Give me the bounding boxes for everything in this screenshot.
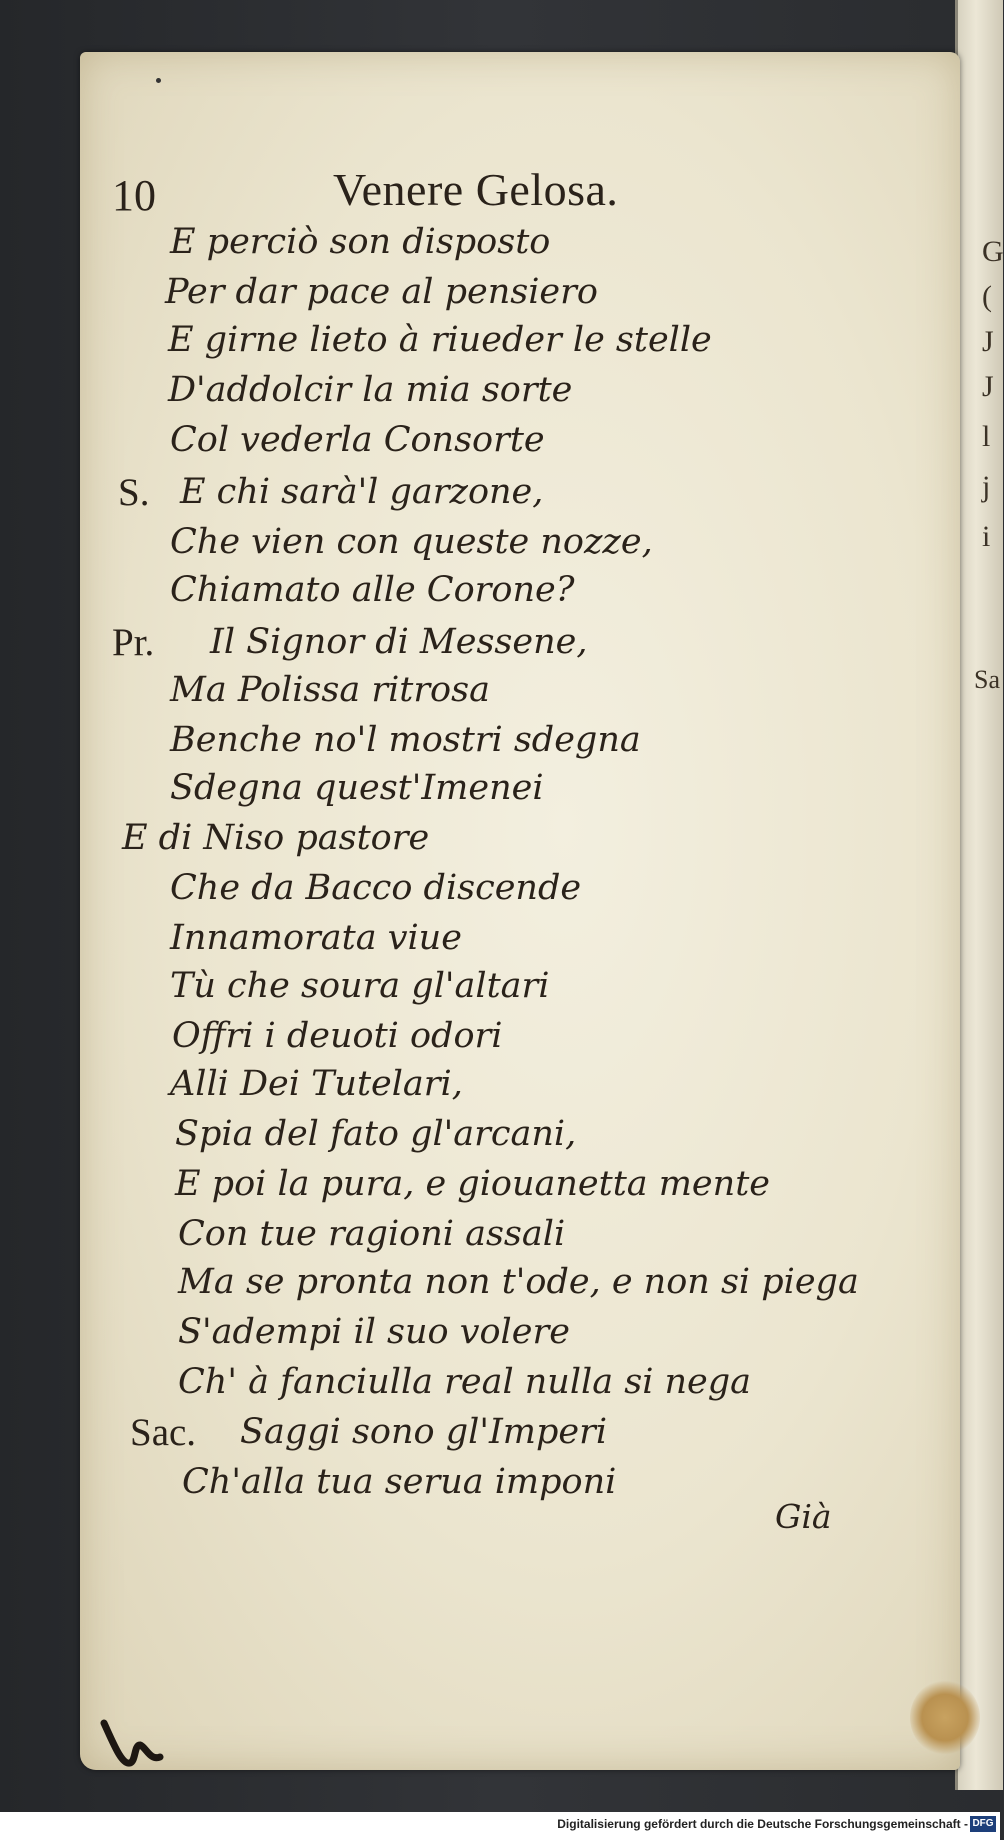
verse-line: Che vien con queste nozze, — [170, 522, 653, 562]
corner-ink-mark — [100, 1715, 170, 1775]
ink-dot — [156, 78, 161, 83]
facing-page-edge — [955, 0, 1003, 1790]
verse-line: Col vederla Consorte — [170, 420, 545, 460]
verse-line: Il Signor di Messene, — [210, 622, 588, 662]
speaker-label: S. — [118, 471, 150, 514]
facing-glyph: j — [982, 470, 991, 503]
verse-line: Ch' à fanciulla real nulla si nega — [178, 1362, 752, 1402]
running-title: Venere Gelosa. — [333, 164, 619, 215]
verse-line: Spia del fato gl'arcani, — [175, 1114, 577, 1154]
verse-line: Chiamato alle Corone? — [170, 570, 575, 610]
verse-line: Benche no'l mostri sdegna — [170, 720, 641, 760]
facing-glyph: J — [982, 325, 994, 358]
verse-line: E chi sarà'l garzone, — [180, 472, 544, 512]
verse-line: Con tue ragioni assali — [178, 1214, 566, 1254]
facing-glyph: J — [982, 370, 994, 403]
verse-line: Ma se pronta non t'ode, e non si piega — [178, 1262, 859, 1302]
verse-line: Offri i deuoti odori — [172, 1016, 503, 1056]
verse-line: E di Niso pastore — [122, 818, 430, 858]
dfg-logo: DFG — [970, 1816, 996, 1832]
verse-line: Saggi sono gl'Imperi — [240, 1412, 608, 1452]
verse-line: Sdegna quest'Imenei — [170, 768, 544, 808]
facing-glyph: G — [982, 235, 1004, 268]
speaker-label: Sac. — [130, 1411, 197, 1454]
digitization-footer — [0, 1812, 1000, 1840]
verse-line: S'adempi il suo volere — [178, 1312, 570, 1352]
verse-line: Innamorata viue — [170, 918, 462, 958]
verse-line: E perciò son disposto — [170, 222, 551, 262]
foxing-stain — [910, 1680, 980, 1755]
verse-line: Alli Dei Tutelari, — [170, 1064, 463, 1104]
verse-line: E girne lieto à riueder le stelle — [168, 320, 712, 360]
verse-line: E poi la pura, e giouanetta mente — [175, 1164, 770, 1204]
verse-line: Tù che soura gl'altari — [170, 966, 550, 1006]
facing-glyph: i — [982, 520, 991, 553]
facing-glyph: Sa — [974, 665, 1000, 694]
catchword: Già — [775, 1497, 832, 1536]
verse-line: Che da Bacco discende — [170, 868, 582, 908]
facing-glyph: ( — [982, 280, 992, 313]
verse-line: D'addolcir la mia sorte — [168, 370, 573, 410]
facing-glyph: l — [982, 420, 991, 453]
footer-credit: Digitalisierung gefördert durch die Deutsche Forschungsgemeinschaft - — [557, 1817, 968, 1831]
verse-line: Ch'alla tua serua imponi — [182, 1462, 617, 1502]
page-number: 10 — [112, 171, 156, 220]
speaker-label: Pr. — [112, 621, 155, 664]
verse-line: Ma Polissa ritrosa — [170, 670, 490, 710]
verse-line: Per dar pace al pensiero — [165, 272, 598, 312]
